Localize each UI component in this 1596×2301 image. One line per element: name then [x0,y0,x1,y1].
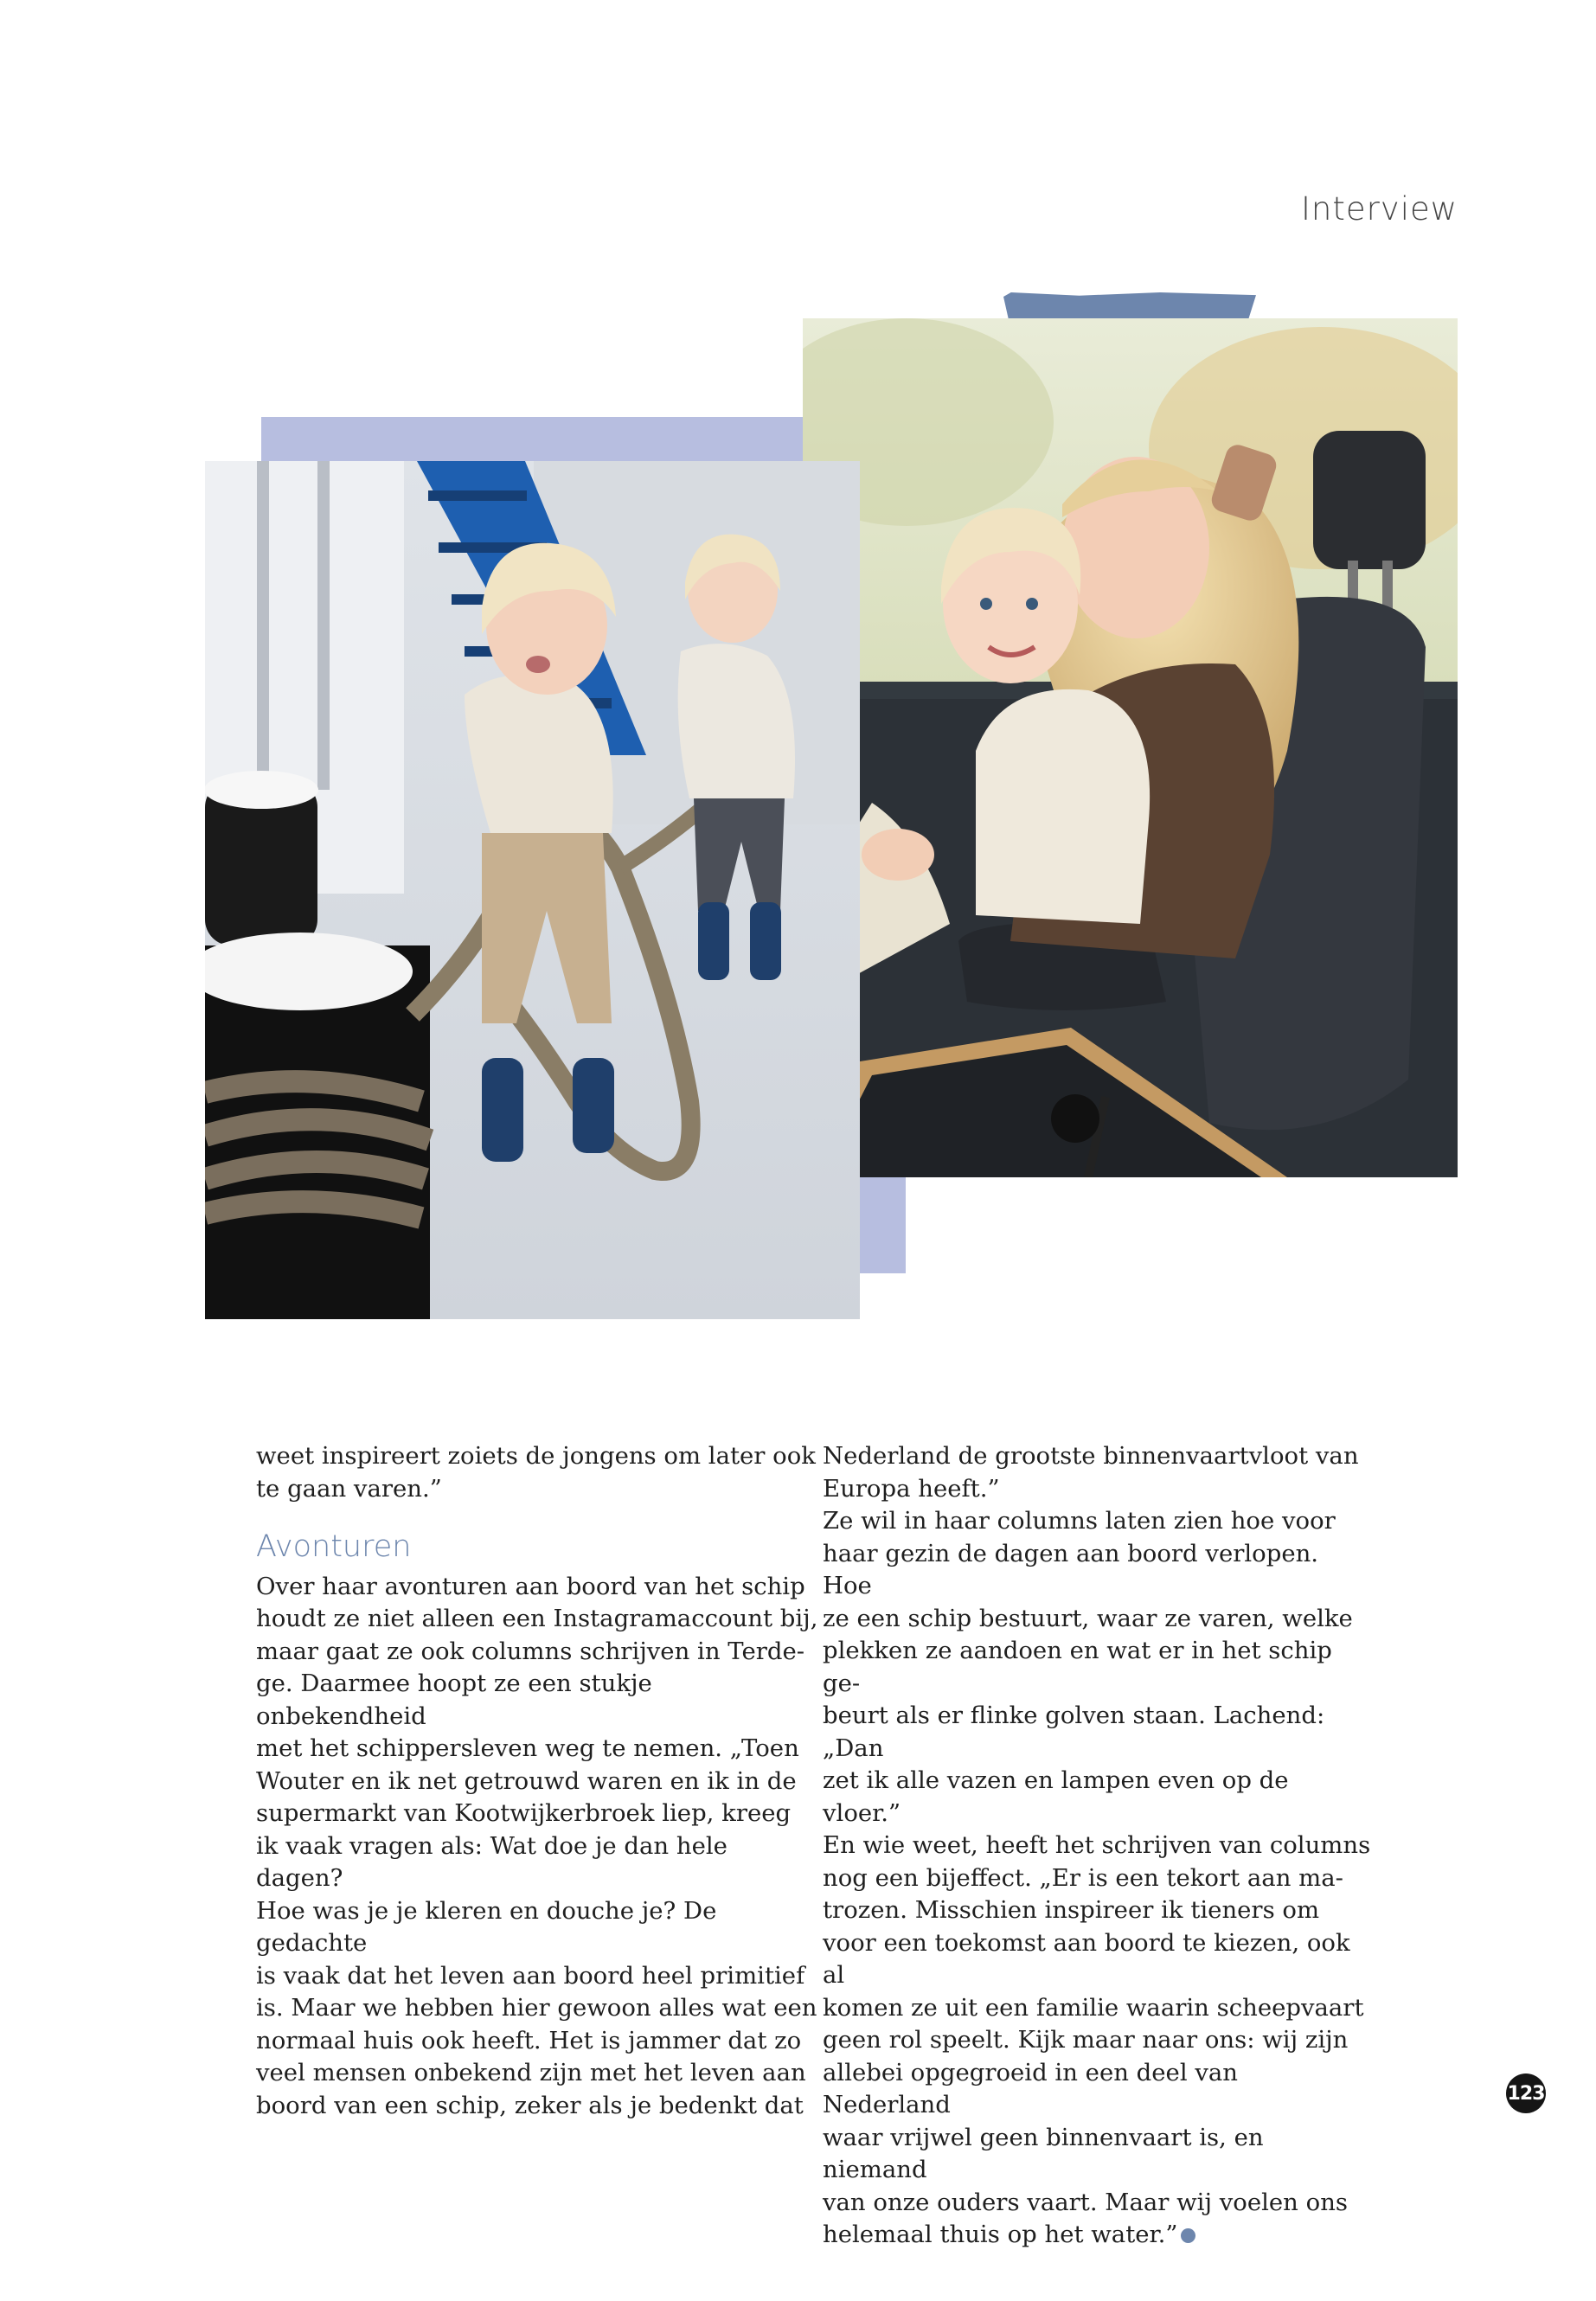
text-line: ze een schip bestuurt, waar ze varen, welke [823,1604,1353,1632]
text-line: Over haar avonturen aan boord van het schip [256,1572,805,1600]
text-line: supermarkt van Kootwijkerbroek liep, kreeg [256,1799,792,1827]
section-label: Interview [1300,190,1458,228]
text-line: Nederland de grootste binnenvaartvloot van [823,1442,1359,1470]
intro-paragraph [256,1440,818,1505]
text-line: En wie weet, heeft het schrijven van columns [823,1831,1371,1859]
subheading: Avonturen [256,1529,412,1564]
text-line: trozen. Misschien inspireer ik tieners om [823,1896,1320,1924]
end-mark-dot [1181,2228,1195,2243]
text-line: nog een bijeffect. „Er is een tekort aan ma- [823,1863,1343,1892]
text-line: van onze ouders vaart. Maar wij voelen ons [823,2188,1349,2216]
text-line: voor een toekomst aan boord te kiezen, ook al [823,1928,1350,1989]
text-line: Hoe was je je kleren en douche je? De gedachte [256,1896,717,1957]
text-line: haar gezin de dagen aan boord verlopen. Hoe [823,1539,1319,1599]
text-line: weet inspireert zoiets de jongens om later ook [256,1442,816,1470]
body-paragraph [256,1571,818,2123]
text-line: te gaan varen.” [256,1474,442,1503]
text-line: waar vrijwel geen binnenvaart is, en niemand [823,2123,1264,2183]
text-line: geen rol speelt. Kijk maar naar ons: wij zijn [823,2026,1349,2054]
text-line: met het schippersleven weg te nemen. „Toen [256,1734,799,1762]
text-line: ik vaak vragen als: Wat doe je dan hele dagen? [256,1831,727,1892]
text-line: plekken ze aandoen en wat er in het schip ge- [823,1637,1332,1697]
text-line: Ze wil in haar columns laten zien hoe voor [823,1507,1336,1535]
text-line: maar gaat ze ook columns schrijven in Terde- [256,1637,805,1665]
article-left-column [256,1440,818,2122]
text-line: Europa heeft.” [823,1474,1000,1503]
text-line: helemaal thuis op het water.” [823,2221,1178,2248]
boys-rope-deck-photo [205,461,860,1319]
mother-child-helm-photo [803,318,1458,1177]
text-line: komen ze uit een familie waarin scheepvaart [823,1993,1364,2022]
body-paragraph [823,1440,1372,2252]
text-line: ge. Daarmee hoopt ze een stukje onbekendheid [256,1670,652,1730]
page-number: 123 [1506,2073,1546,2113]
text-line: allebei opgegroeid in een deel van Nederland [823,2058,1239,2118]
text-line: is. Maar we hebben hier gewoon alles wat een [256,1994,817,2022]
text-line: houdt ze niet alleen een Instagramaccount bij, [256,1605,818,1632]
text-line: zet ik alle vazen en lampen even op de vloer.” [823,1766,1289,1827]
text-line: normaal huis ook heeft. Het is jammer dat zo [256,2026,802,2054]
article-right-column [823,1440,1372,2252]
text-line: beurt als er flinke golven staan. Lachend: „Dan [823,1702,1325,1762]
text-line: is vaak dat het leven aan boord heel primitief [256,1961,805,1990]
text-line: veel mensen onbekend zijn met het leven aan [256,2059,806,2086]
text-line: Wouter en ik net getrouwd waren en ik in de [256,1766,797,1795]
text-line: boord van een schip, zeker als je bedenkt dat [256,2091,804,2119]
